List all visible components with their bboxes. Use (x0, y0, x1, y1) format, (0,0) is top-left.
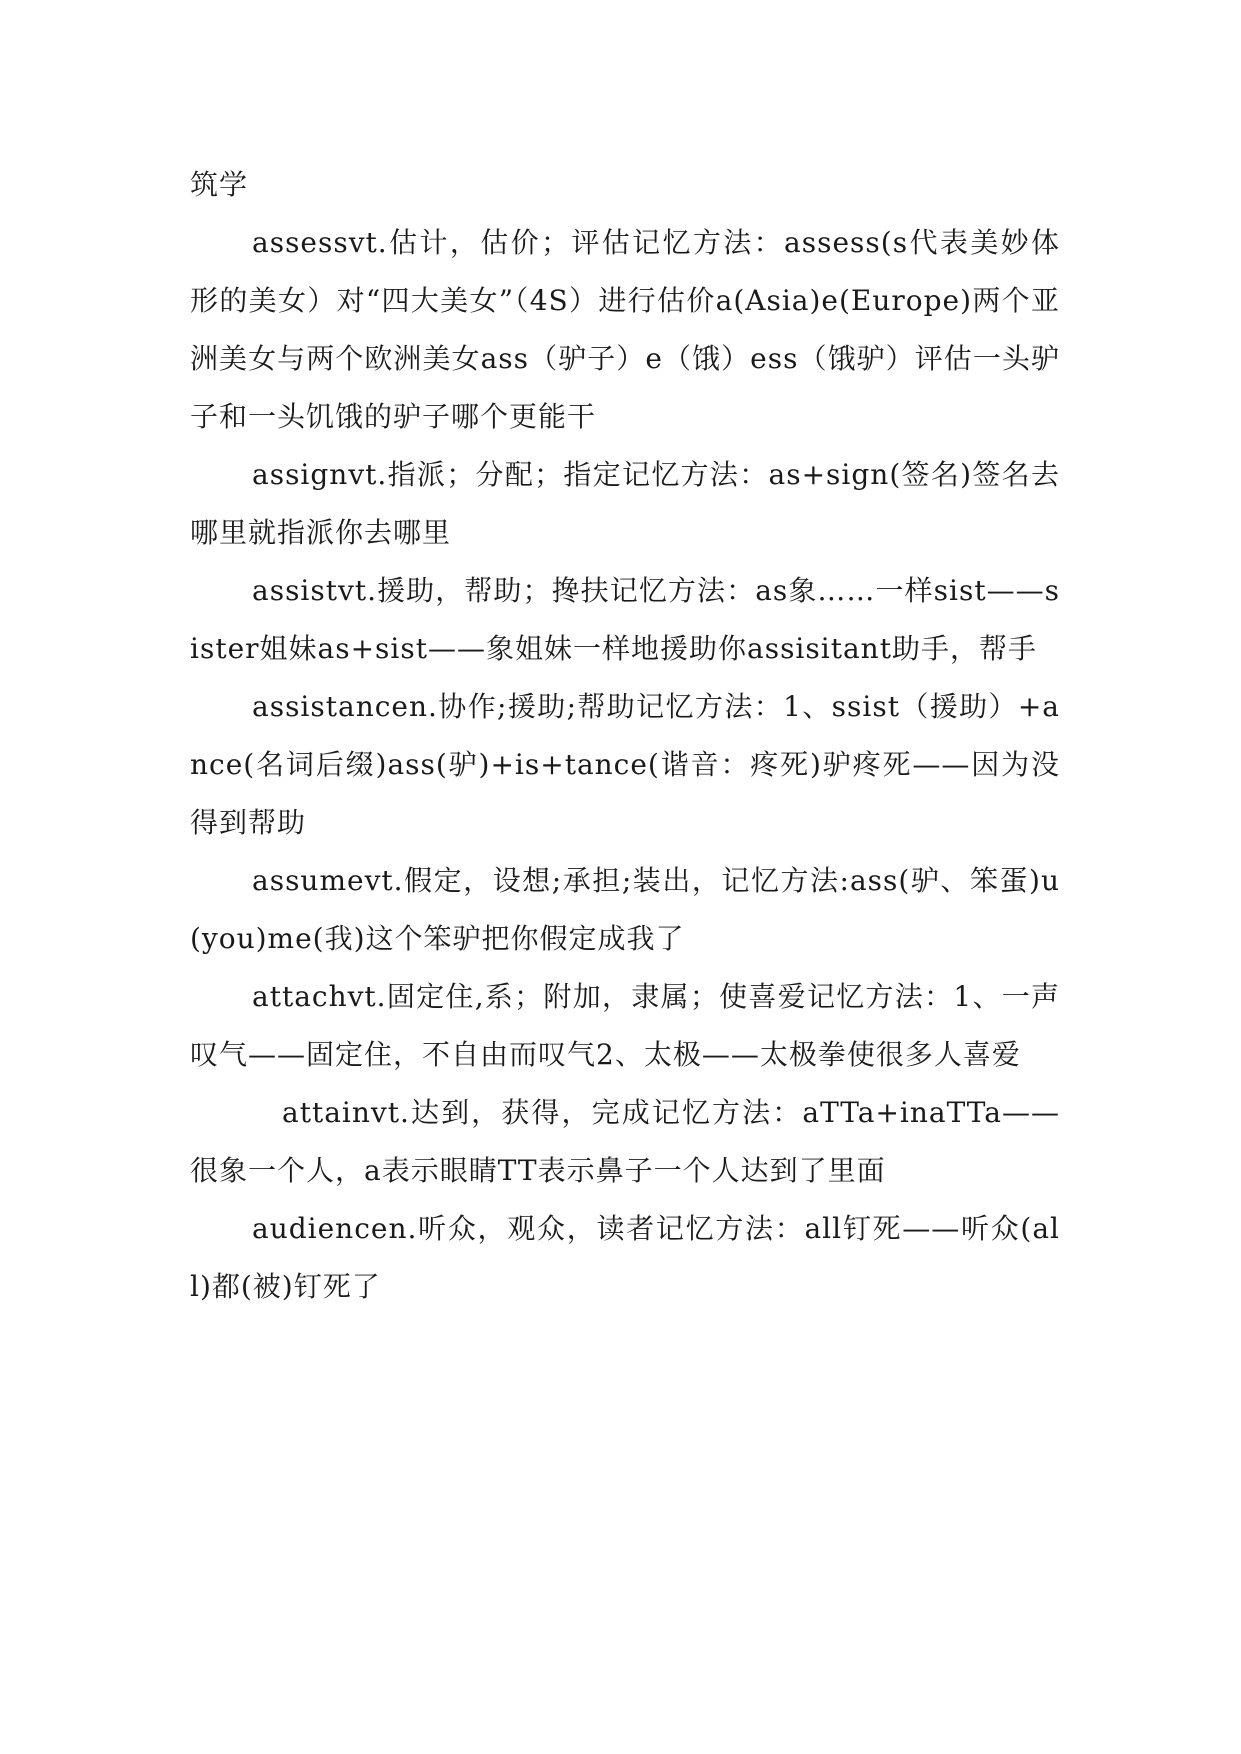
paragraph-continuation: 筑学 (190, 168, 249, 201)
paragraph-assist: assistvt.援助，帮助；搀扶记忆方法：as象……一样sist——sister姐妹as+sist——象姐妹一样地援助你assisitant助手，帮手 (190, 574, 1060, 665)
paragraph-audience: audiencen.听众，观众，读者记忆方法：all钉死——听众(all)都(被)钉死了 (190, 1212, 1060, 1303)
paragraph-assistance: assistancen.协作;援助;帮助记忆方法：1、ssist（援助）+ance(名词后缀)ass(驴)+is+tance(谐音：疼死)驴疼死——因为没得到帮助 (190, 690, 1060, 839)
document-body (190, 156, 1060, 1316)
paragraph-attach: attachvt.固定住,系；附加，隶属；使喜爱记忆方法：1、一声叹气——固定住，不自由而叹气2、太极——太极拳使很多人喜爱 (190, 980, 1060, 1071)
paragraph-assume: assumevt.假定，设想;承担;装出，记忆方法:ass(驴、笨蛋)u(you)me(我)这个笨驴把你假定成我了 (190, 864, 1060, 955)
paragraph-assess: assessvt.估计，估价；评估记忆方法：assess(s代表美妙体形的美女）对“四大美女”（4S）进行估价a(Asia)e(Europe)两个亚洲美女与两个欧洲美女ass（驴子）e（饿）ess（饿驴）评估一头驴子和一头饥饿的驴子哪个更能干 (190, 226, 1060, 433)
paragraph-attain: attainvt.达到，获得，完成记忆方法：aTTa+inaTTa——很象一个人，a表示眼睛TT表示鼻子一个人达到了里面 (190, 1096, 1060, 1187)
paragraph-assign: assignvt.指派；分配；指定记忆方法：as+sign(签名)签名去哪里就指派你去哪里 (190, 458, 1060, 549)
